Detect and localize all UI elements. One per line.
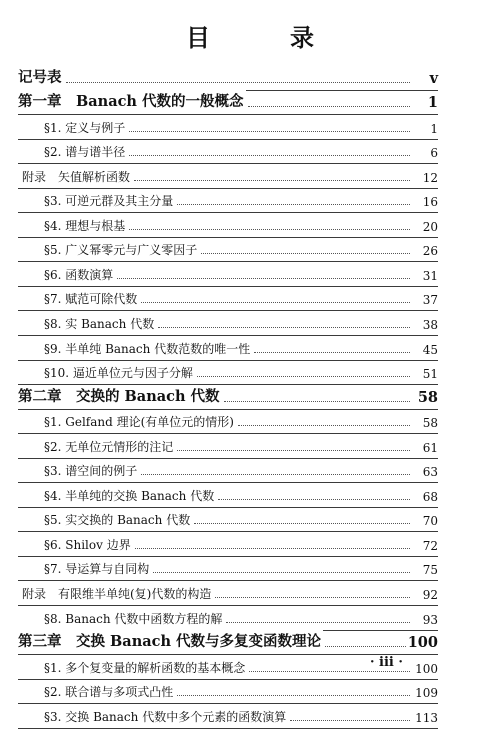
toc-dot-leader [135, 547, 410, 549]
toc-entry-title: §2. 无单位元情形的注记 [18, 438, 175, 455]
toc-entry-title: 第二章 交换的 Banach 代数 [18, 385, 222, 406]
toc-entry-title: §3. 可逆元群及其主分量 [18, 192, 175, 209]
toc-entry-title: §6. 函数演算 [18, 266, 115, 283]
toc-page-number: 72 [422, 538, 438, 553]
toc-section-row [18, 213, 438, 238]
toc-section-row [18, 557, 438, 582]
toc-page-number: 12 [422, 170, 438, 185]
toc-section-row [18, 704, 438, 729]
toc-page-number: 63 [422, 465, 438, 480]
toc-dot-leader [194, 522, 410, 524]
toc-entry-title: §2. 谱与谱半径 [18, 143, 127, 160]
toc-appendix-row [18, 164, 438, 189]
toc-entry-title: §2. 联合谱与多项式凸性 [18, 683, 175, 700]
toc-page-number: 93 [422, 612, 438, 627]
toc-dot-leader [177, 449, 410, 451]
toc-section-row [18, 434, 438, 459]
toc-entry-title: §8. Banach 代数中函数方程的解 [18, 610, 224, 627]
toc-section-row [18, 140, 438, 165]
toc-dot-leader [141, 301, 410, 303]
toc-page-number: 100 [407, 634, 438, 652]
toc-dot-leader [224, 400, 410, 402]
toc-section-row [18, 336, 438, 361]
toc-entry-title: §5. 广义幂零元与广义零因子 [18, 241, 199, 258]
toc-section-row [18, 459, 438, 484]
toc-entry-title: §8. 实 Banach 代数 [18, 315, 156, 332]
toc-section-row [18, 680, 438, 705]
toc-section-row [18, 189, 438, 214]
toc-entry-title: §10. 逼近单位元与因子分解 [18, 364, 195, 381]
toc-dot-leader [141, 473, 410, 475]
toc-page-number: 70 [422, 514, 438, 529]
toc-entry-title: §3. 谱空间的例子 [18, 462, 139, 479]
toc-section-row [18, 532, 438, 557]
toc-entry-title: §9. 半单纯 Banach 代数范数的唯一性 [18, 340, 252, 357]
toc-dot-leader [238, 424, 410, 426]
toc-page-number: 58 [422, 416, 438, 431]
toc-entry-title: §3. 交换 Banach 代数中多个元素的函数演算 [18, 708, 288, 725]
toc-entry-title: §5. 实交换的 Banach 代数 [18, 511, 192, 528]
toc-section-row [18, 287, 438, 312]
toc-page-number: 20 [422, 219, 438, 234]
toc-entry-title: §4. 半单纯的交换 Banach 代数 [18, 487, 216, 504]
page-title: 目 录 [186, 23, 342, 52]
toc-entry-title: §7. 导运算与自同构 [18, 560, 151, 577]
toc-section-row [18, 483, 438, 508]
toc-dot-leader [66, 81, 411, 83]
toc-page-number: 61 [422, 440, 438, 455]
toc-page-number: 1 [427, 94, 438, 112]
toc-chapter-row [18, 66, 438, 91]
toc-dot-leader [129, 228, 410, 230]
toc-entry-title: §1. Gelfand 理论(有单位元的情形) [18, 413, 236, 430]
toc-entry-title: §4. 理想与根基 [18, 217, 127, 234]
toc-dot-leader [117, 277, 410, 279]
toc-page-number: 31 [422, 268, 438, 283]
toc-entry-title: §1. 定义与例子 [18, 119, 127, 136]
toc-page-number: v [429, 69, 438, 87]
toc-appendix-row [18, 581, 438, 606]
toc-section-row [18, 311, 438, 336]
toc-section-row [18, 238, 438, 263]
toc-page-number: 58 [417, 388, 438, 406]
toc-section-row [18, 262, 438, 287]
toc-page-number: 109 [415, 686, 438, 701]
toc-page-number: 113 [415, 710, 438, 725]
toc-page-number: 16 [422, 195, 438, 210]
toc-entry-title: 附录 有限维半单纯(复)代数的构造 [18, 585, 213, 602]
toc-page-number: 45 [422, 342, 438, 357]
toc-section-row [18, 410, 438, 435]
toc-dot-leader [290, 719, 410, 721]
toc-entry-title: 第三章 交换 Banach 代数与多复变函数理论 [18, 630, 323, 651]
toc-section-row [18, 606, 438, 631]
toc-page-number: 100 [415, 661, 438, 676]
page-number-footer: · iii · [370, 655, 403, 670]
toc-dot-leader [201, 252, 410, 254]
toc-section-row [18, 115, 438, 140]
toc-entry-title: §1. 多个复变量的解析函数的基本概念 [18, 659, 247, 676]
table-of-contents [18, 66, 438, 729]
toc-entry-title: §6. Shilov 边界 [18, 536, 133, 553]
toc-chapter-row [18, 385, 438, 410]
toc-dot-leader [197, 375, 410, 377]
toc-chapter-row [18, 91, 438, 116]
toc-dot-leader [215, 596, 410, 598]
toc-dot-leader [325, 645, 406, 647]
toc-entry-title: 记号表 [18, 66, 64, 87]
toc-dot-leader [153, 571, 410, 573]
toc-dot-leader [177, 694, 410, 696]
toc-page-number: 6 [430, 146, 438, 161]
toc-dot-leader [158, 326, 410, 328]
toc-section-row [18, 508, 438, 533]
toc-page-number: 92 [422, 588, 438, 603]
toc-section-row [18, 361, 438, 386]
toc-dot-leader [218, 498, 410, 500]
toc-page-number: 37 [422, 293, 438, 308]
toc-page-number: 68 [422, 489, 438, 504]
toc-page-number: 1 [430, 121, 438, 136]
toc-dot-leader [134, 179, 410, 181]
toc-entry-title: 附录 矢值解析函数 [18, 168, 132, 185]
toc-dot-leader [254, 351, 410, 353]
toc-page-number: 75 [422, 563, 438, 578]
toc-page-number: 26 [422, 244, 438, 259]
toc-dot-leader [226, 621, 410, 623]
toc-dot-leader [129, 130, 410, 132]
toc-page-number: 51 [422, 367, 438, 382]
toc-dot-leader [248, 105, 410, 107]
toc-chapter-row [18, 631, 438, 656]
toc-page-number: 38 [422, 318, 438, 333]
toc-entry-title: 第一章 Banach 代数的一般概念 [18, 90, 246, 111]
toc-dot-leader [129, 154, 410, 156]
toc-dot-leader [177, 203, 410, 205]
toc-entry-title: §7. 赋范可除代数 [18, 290, 139, 307]
